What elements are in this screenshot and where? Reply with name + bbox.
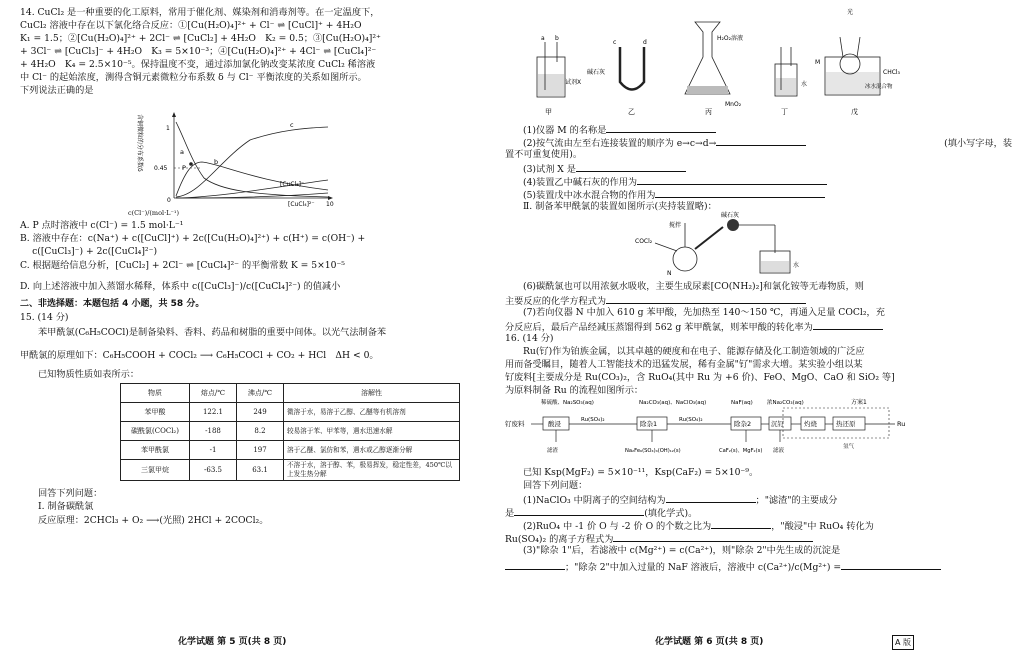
r-line-16: 已知 Ksp(MgF₂) = 5×10⁻¹¹，Ksp(CaF₂) = 5×10⁻⁹。 [523,467,759,478]
option-d: D. 向上述溶液中加入蒸馏水稀释，体系中 c([CuCl₃]⁻)/c([CuCl₄]²⁻) 的值减小 [20,281,341,292]
r-line-13: 用而备受瞩目，随着人工智能技术的迅猛发展，稀有金属"钌"需求大增。某实验小组以某 [505,359,863,370]
curve-cucl4 [176,193,328,198]
flow-reagent-1: 稀硫酸、Na₂SO₃(aq) [541,400,594,406]
label-bing: 丙 [705,108,712,116]
q15-intro-2: 甲酰氯的原理如下：C₆H₅COOH + COCl₂ ⟶ C₆H₅COCl + CO₂ + HCl ΔH < 0。 [20,350,379,361]
th-solubility: 溶解性 [284,384,460,403]
cell: 微溶于水，易溶于乙醇、乙醚等有机溶剂 [284,403,460,422]
answer-blank[interactable] [841,559,941,570]
label-c: c [290,121,294,129]
label-cucl3: [CuCl₃]⁻ [280,181,305,188]
r-line-23 [505,559,930,574]
text: (5)装置戊中冰水混合物的作用为 [523,190,656,201]
q14-line-3: K₁ = 1.5；②[Cu(H₂O)₄]²⁺ + 2Cl⁻ ⇌ [CuCl₂] + 4H₂O K₂ = 0.5；③[Cu(H₂O)₄]²⁺ [20,33,381,44]
label-reagent-x: 试剂X [565,79,582,86]
apparatus-diagram [525,2,925,120]
answer-line-1: 回答下列问题： [38,488,103,499]
r-line-8: (6)碳酰氯也可以用浓氨水吸收，主要生成尿素[CO(NH₂)₂]和氯化铵等无毒物质，则 [523,281,864,292]
tick-y-0: 0 [167,197,171,204]
answer-blank[interactable] [505,559,565,570]
flow-box-reduce: 热还原 [836,420,856,428]
flow-jarosite: Na₂Fe₆(SO₄)₄(OH)₁₂(s) [625,448,681,454]
table-row [121,460,460,481]
cell: -1 [190,441,237,460]
cell: 197 [237,441,284,460]
flow-box-ru: Ru [897,420,906,428]
svg-text:d: d [643,39,647,46]
label-chcl3: CHCl₃ [883,69,900,76]
r-line-7: Ⅱ. 制备苯甲酰氯的装置如图所示(夹持装置略)： [523,201,717,212]
q14-line-1: 14. CuCl₂ 是一种重要的化工原料，常用于催化剂、媒染剂和消毒剂等。在一定温度下， [20,7,380,18]
svg-text:a: a [541,35,545,42]
option-b: B. 溶液中存在：c(Na⁺) + c([CuCl]⁺) + 2c([Cu(H₂O)₄]²⁺) + c(H⁺) = c(OH⁻) + [20,233,366,244]
text: 主要反应的化学方程式为 [505,296,607,307]
label-p: P [182,164,186,172]
flow-box-burn: 灼烧 [804,420,817,428]
label-n: N [667,270,672,277]
text: ；"滤渣"的主要成分 [755,495,838,506]
flow-mid-2: Ru(SO₄)₂ [679,417,703,423]
cell: 苯甲酸 [121,403,190,422]
answer-blank[interactable] [606,122,716,133]
label-stir: 搅拌 [669,222,682,229]
text: 是 [505,508,515,519]
label-light: 光 [847,9,854,16]
properties-table [120,383,460,481]
label-wu: 戊 [851,108,858,116]
cell: 122.1 [190,403,237,422]
text: Ru(SO₄)₂ 的离子方程式为 [505,534,614,545]
cell: 碳酰氯(COCl₂) [121,422,190,441]
right-footer: 化学试题 第 6 页(共 8 页) [655,637,764,647]
text: (1)仪器 M 的名称是 [523,125,607,136]
q14-line-2: CuCl₂ 溶液中存在以下氯化络合反应：①[Cu(H₂O)₄]²⁺ + Cl⁻ ⇌ [CuCl]⁺ + 4H₂O [20,20,362,31]
flow-box-waste: 钌废料 [505,420,525,428]
answer-blank[interactable] [613,531,813,542]
distribution-chart [130,100,360,212]
label-h2o2: H₂O₂溶液 [717,35,744,42]
label-ding: 丁 [781,108,788,116]
cell: 63.1 [237,460,284,481]
answer-line-2: Ⅰ. 制备碳酰氯 [38,501,94,512]
flow-box-purify2: 除杂2 [734,420,752,428]
r-line-10: (7)若向仪器 N 中加入 610 g 苯甲酸，先加热至 140～150 ℃，再通入足量 COCl₂，充 [523,307,885,318]
answer-blank[interactable] [576,161,686,172]
flow-hydrogen: 氢气 [843,444,855,450]
r-line-12: Ru(钌)作为铂族金属，以其卓越的硬度和在电子、能源存储及化工制造领域的广泛应 [523,346,865,357]
answer-line-3: 反应原理：2CHCl₃ + O₂ ⟶(光照) 2HCl + 2COCl₂。 [38,515,269,526]
cell: 8.2 [237,422,284,441]
point-p [189,162,193,166]
label-water: 水 [801,81,808,88]
cell: 249 [237,403,284,422]
th-substance: 物质 [121,384,190,403]
flow-box-precip: 沉钌 [771,420,784,428]
flow-mid-1: Ru(SO₄)₂ [581,417,605,423]
label-water-2: 水 [793,262,800,269]
answer-blank[interactable] [716,135,806,146]
table-header-row [121,384,460,403]
label-ice-water: 冰水混合物 [865,84,893,90]
table-row [121,403,460,422]
text: (3)试剂 X 是 [523,164,576,175]
chart-ylabel: 含铜微粒的分布系数δ [136,114,143,172]
text: (填小写字母，装 [806,138,1012,149]
text: ；"除杂 2"中加入过量的 NaF 溶液后，溶液中 c(Ca²⁺)/c(Mg²⁺) = [565,562,842,573]
flow-filtrate: 滤液 [773,448,785,454]
r-line-14: 钌废料[主要成分是 Ru(CO₃)₂，含 RuO₄(其中 Ru 为 +6 价)、FeO、MgO、CaO 和 SiO₂ 等] [505,372,895,383]
answer-blank[interactable] [813,319,883,330]
cell: 较易溶于苯、甲苯等，遇水迅速水解 [284,422,460,441]
option-c: C. 根据题给信息分析，[CuCl₂] + 2Cl⁻ ⇌ [CuCl₄]²⁻ 的平衡常数 K = 5×10⁻⁵ [20,260,345,271]
label-soda-lime: 碱石灰 [587,69,606,76]
cell: 三氯甲烷 [121,460,190,481]
left-page [20,0,458,640]
flow-plan-1: 方案1 [851,399,867,406]
th-boiling: 沸点/℃ [237,384,284,403]
r-line-15: 为原料制备 Ru 的流程如图所示： [505,385,644,396]
label-b: b [214,158,219,166]
r-line-17: 回答下列问题： [523,480,588,491]
label-cocl2: COCl₂ [635,238,653,245]
answer-blank[interactable] [606,293,806,304]
flow-residue: 滤渣 [547,448,559,454]
q15-head: 15. (14 分) [20,312,69,323]
answer-blank[interactable] [666,492,756,503]
label-m: M [815,59,821,66]
answer-blank[interactable] [711,518,771,529]
section-2-title: 二、非选择题：本题包括 4 小题，共 58 分。 [20,299,205,309]
th-melting: 熔点/℃ [190,384,237,403]
text: (填化学式)。 [644,508,698,519]
svg-text:c: c [613,39,617,46]
label-mno2: MnO₂ [725,101,742,108]
label-soda-lime-2: 碱石灰 [721,212,740,219]
answer-blank[interactable] [637,174,827,185]
label-a: a [180,148,184,156]
cell: 溶于乙醚、氯仿和苯，遇水或乙醇逐渐分解 [284,441,460,460]
label-jia: 甲 [545,108,552,116]
text: (1)NaClO₃ 中阴离子的空间结构为 [523,495,666,506]
cell: -188 [190,422,237,441]
curve-cucl3 [176,180,328,198]
table-row [121,441,460,460]
q14-line-4: + 3Cl⁻ ⇌ [CuCl₃]⁻ + 4H₂O K₃ = 5×10⁻³；④[Cu(H₂O)₄]²⁺ + 4Cl⁻ ⇌ [CuCl₄]²⁻ [20,46,377,57]
text: (2)按气流由左至右连接装置的顺序为 e→c→d→ [523,138,717,149]
flow-box-purify1: 除杂1 [640,420,658,428]
label-yi: 乙 [628,108,635,116]
option-b-cont: c([CuCl₃]⁻) + 2c([CuCl₄]²⁻) [20,246,158,257]
tick-y-1: 1 [166,125,170,132]
flow-reagent-2: Na₂CO₃(aq)、NaClO₃(aq) [639,400,707,406]
cell: -63.5 [190,460,237,481]
text: (4)装置乙中碱石灰的作用为 [523,177,638,188]
text: (2)RuO₄ 中 -1 价 O 与 -2 价 O 的个数之比为 [523,521,712,532]
flow-reagent-4: 浓Na₂CO₃(aq) [767,400,804,406]
text: ，"酸浸"中 RuO₄ 转化为 [771,521,874,532]
answer-blank[interactable] [655,187,825,198]
flow-fluorides: CaF₂(s)、MgF₂(s) [719,448,763,454]
q14-line-6: 中 Cl⁻ 的起始浓度，测得含铜元素微粒分布系数 δ 与 Cl⁻ 平衡浓度的关系如图所示。 [20,72,367,83]
q15-intro-1: 苯甲酰氯(C₆H₅COCl)是制备染料、香料、药品和树脂的重要中间体。以光气法制备苯 [38,327,387,338]
text: 分反应后，最后产品经减压蒸馏得到 562 g 苯甲酰氯，则苯甲酸的转化率为 [505,322,813,333]
cell: 不溶于水，溶于醇、苯，极易挥发，稳定性差，450℃以上发生热分解 [284,460,460,481]
left-footer: 化学试题 第 5 页(共 8 页) [178,637,287,647]
tick-y-045: 0.45 [154,165,168,172]
answer-blank[interactable] [514,505,644,516]
table-row [121,422,460,441]
process-flowchart [505,396,925,466]
label-cucl4: [CuCl₄]²⁻ [288,201,315,208]
option-a: A. P 点时溶液中 c(Cl⁻) = 1.5 mol·L⁻¹ [20,220,184,231]
apparatus-2-diagram [635,213,845,279]
flow-reagent-3: NaF(aq) [731,400,753,406]
q14-line-7: 下列说法正确的是 [20,85,94,96]
q16-head: 16. (14 分) [505,333,554,344]
svg-text:b: b [555,35,559,42]
version-badge: A 版 [892,635,914,650]
cell: 苯甲酰氯 [121,441,190,460]
tick-x-10: 10 [326,201,334,208]
r-line-22: (3)"除杂 1"后，若滤液中 c(Mg²⁺) = c(Ca²⁺)，则"除杂 2"中先生成的沉淀是 [523,545,841,556]
q14-line-5: + 4H₂O K₄ = 2.5×10⁻⁵。保持温度不变，通过添加氯化钠改变某浓度 CuCl₂ 稀溶液 [20,59,376,70]
r-line-3: 置不可重复使用)。 [505,149,583,160]
right-page [505,0,1012,640]
chart-xlabel: c(Cl⁻)/(mol·L⁻¹) [128,209,180,217]
flow-box-leach: 酸浸 [548,420,561,428]
table-caption: 已知物质性质如表所示： [38,369,140,380]
